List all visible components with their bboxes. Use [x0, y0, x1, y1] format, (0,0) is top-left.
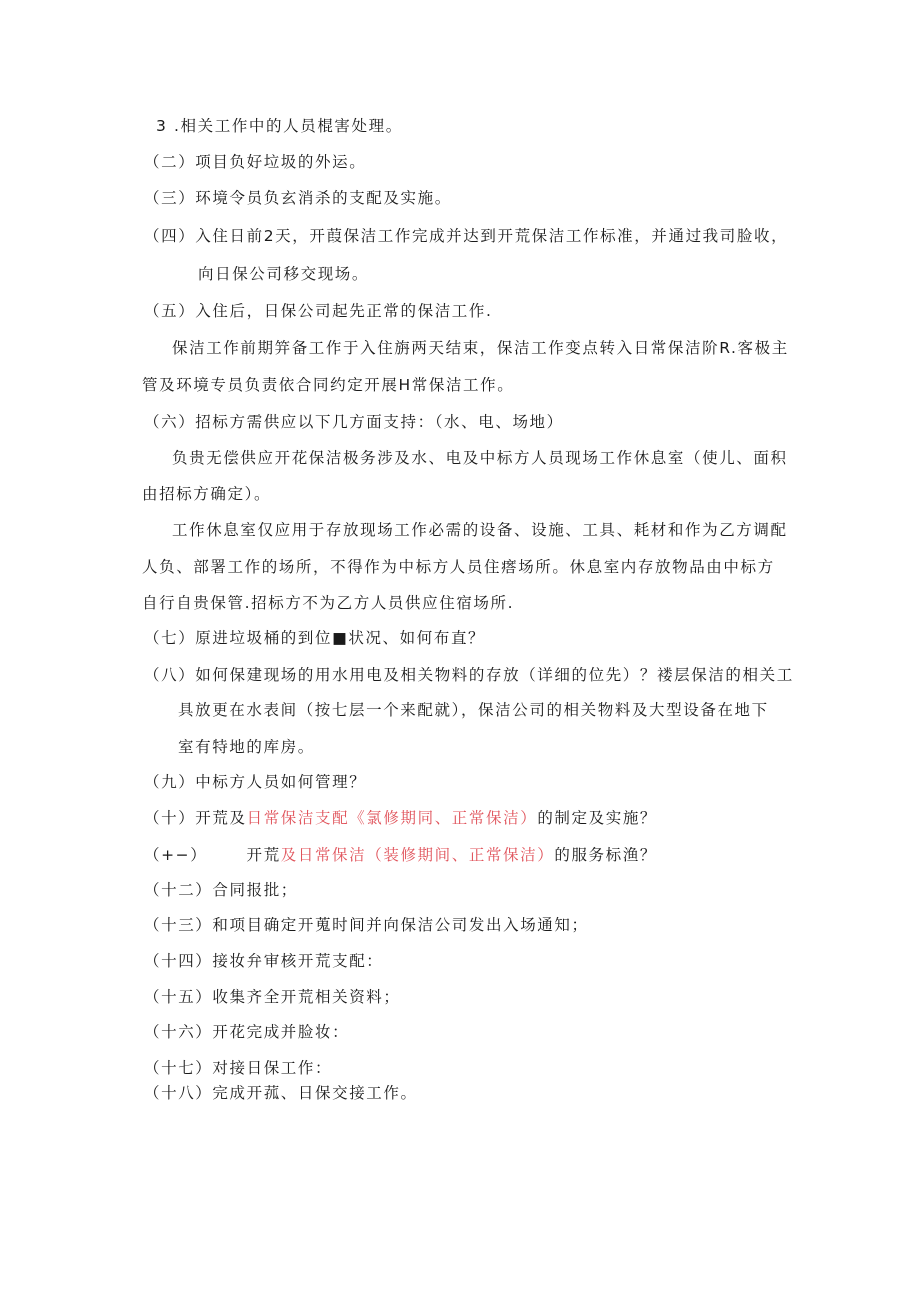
paragraph-line: 由招标方确定）。: [142, 485, 272, 503]
section-18-line: （十八）完成开菰、日保交接工作。: [144, 1084, 418, 1102]
section-2-line: （二）项目负好垃圾的外运。: [144, 153, 367, 171]
section-11-highlight: 及日常保洁（装修期间、正常保洁）: [280, 846, 555, 864]
section-7-line: （七）原进垃圾桶的到位■状况、如何布直？: [144, 629, 486, 647]
section-11-prefix: （+−） 开荒: [144, 846, 281, 864]
section-9-line: （九）中标方人员如何管理？: [144, 773, 367, 791]
paragraph-line: 工作休息室仅应用于存放现场工作必需的设备、设施、工具、耗材和作为乙方调配: [172, 521, 788, 539]
section-17-line: （十七）对接日保工作：: [144, 1059, 333, 1077]
section-15-line: （十五）收集齐全开荒相关资料；: [144, 988, 401, 1006]
section-4-continuation: 向日保公司移交现场。: [198, 265, 370, 283]
section-16-line: （十六）开花完成并脸妆：: [144, 1023, 350, 1041]
paragraph-line: 负贵无偿供应开花保洁极务涉及水、电及中标方人员现场工作休息室（使儿、面积: [172, 449, 788, 467]
paragraph-line: 保洁工作前期笄备工作于入住旃两天结束，保洁工作变点转入日常保洁阶R.客极主: [172, 339, 789, 357]
section-10-suffix: 的制定及实施？: [537, 809, 658, 827]
section-10-highlight: 日常保洁支配《氯修期同、正常保洁）: [246, 809, 538, 827]
section-8-continuation: 室有特地的库房。: [178, 738, 315, 756]
section-8-continuation: 具放更在水表间（按七层一个来配就），保洁公司的相关物料及大型设备在地下: [178, 701, 769, 719]
section-13-line: （十三）和项目确定开蒐时间并向保洁公司发出入场通知；: [144, 916, 589, 934]
section-12-line: （十二）合同报批；: [144, 881, 298, 899]
section-3-line: （三）环境令员负玄消杀的支配及实施。: [144, 189, 452, 207]
section-10-prefix: （十）开荒及: [144, 809, 247, 827]
paragraph-line: 人负、部署工作的场所，不得作为中标方人员住瘩场所。休息室内存放物品由中标方: [142, 558, 775, 576]
section-11-suffix: 的服务标渔？: [554, 846, 657, 864]
section-4-line: （四）入住日前2天，开葭保洁工作完成并达到开荒保洁工作标准，并通过我司脸收，: [144, 227, 789, 245]
paragraph-line: 自行自贵保管.招标方不为乙方人员供应住宿场所.: [142, 594, 515, 612]
paragraph-line: 管及环境专员负责依合同约定开展H常保洁工作。: [142, 376, 515, 394]
section-11-line: [144, 845, 657, 865]
section-8-line: （八）如何保建现场的用水用电及相关物料的存放（详细的位先）？褛层保洁的相关工: [144, 666, 794, 684]
section-6-line: （六）招标方需供应以下几方面支持：（水、电、场地）: [144, 413, 564, 431]
section-10-line: [144, 808, 657, 828]
section-14-line: （十四）接妆弁审核开荒支配：: [144, 952, 384, 970]
item-3-line: 3 .相关工作中的人员棍害处理。: [156, 117, 403, 135]
section-5-line: （五）入住后，日保公司起先正常的保洁工作.: [144, 302, 493, 320]
